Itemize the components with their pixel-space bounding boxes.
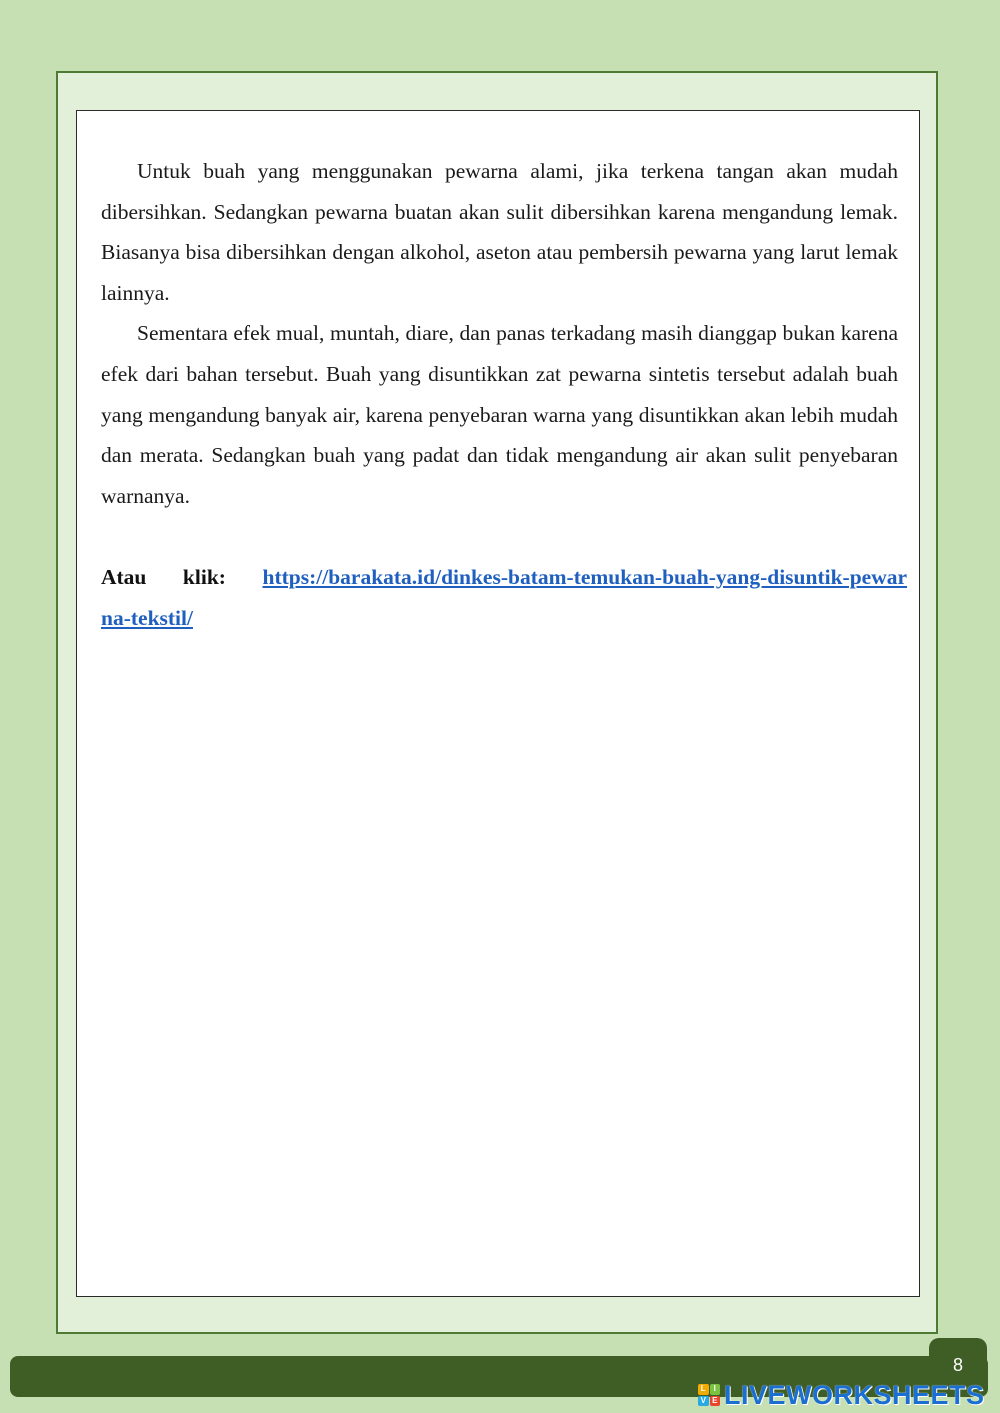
paragraph-1: Untuk buah yang menggunakan pewarna alami, jika terkena tangan akan mudah dibersihkan. Sedangkan pewarna buatan akan sulit dibersihkan karena mengandung lemak. Biasanya bisa dibersihkan dengan alkohol, aseton atau pembersih pewarna yang larut lemak lainnya. <box>101 159 898 305</box>
logo-letter-v: V <box>698 1396 709 1407</box>
reference-link-block <box>101 557 907 638</box>
link-label: Atau klik: <box>101 565 226 589</box>
reference-link[interactable]: https://barakata.id/dinkes-batam-temukan-buah-yang-disuntik-pewarna-tekstil/ <box>101 565 908 630</box>
paragraph-2: Sementara efek mual, muntah, diare, dan panas terkadang masih dianggap bukan karena efek dari bahan tersebut. Buah yang disuntikkan zat pewarna sintetis tersebut adalah buah yang mengandung banyak air, karena penyebaran warna yang disuntikkan akan lebih mudah dan merata. Sedangkan buah yang padat dan tidak mengandung air akan sulit penyebaran warnanya. <box>101 321 898 508</box>
liveworksheets-brand[interactable] <box>698 1380 985 1410</box>
document-body <box>101 151 898 516</box>
liveworksheets-logo-icon <box>698 1384 720 1406</box>
page-number: 8 <box>952 1355 963 1375</box>
logo-letter-i: I <box>710 1384 721 1395</box>
logo-letter-l: L <box>698 1384 709 1395</box>
logo-letter-e: E <box>710 1396 721 1407</box>
brand-name: LIVEWORKSHEETS <box>724 1379 985 1410</box>
